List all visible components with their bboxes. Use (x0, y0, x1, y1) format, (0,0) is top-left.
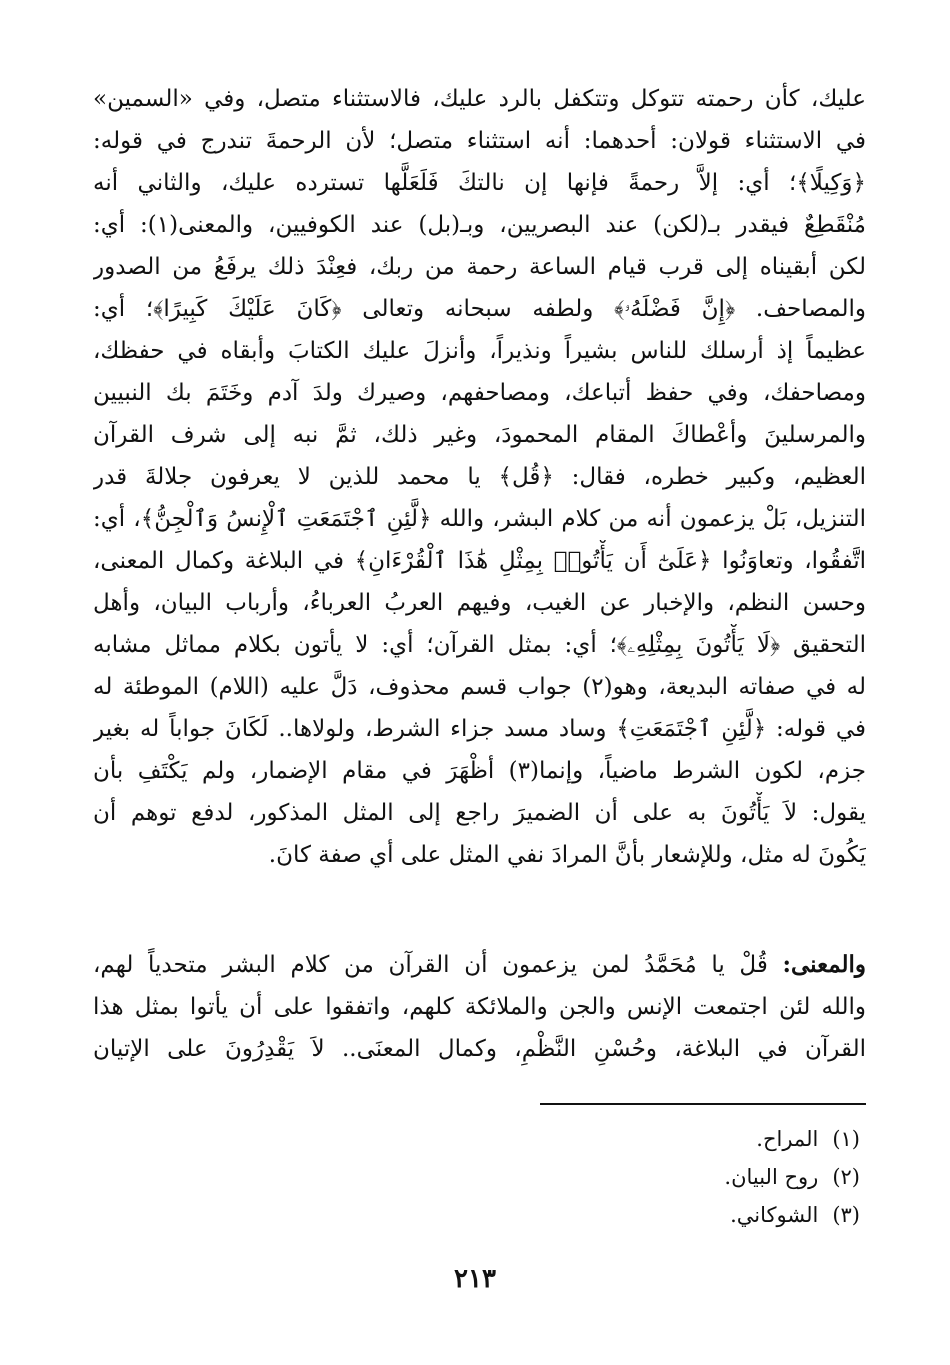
text-line: وحسن النظم، والإخبار عن الغيب، وفيهم العربُ العرباءُ، وأرباب البيان، وأهل (93, 590, 866, 616)
text-line: التحقيق ﴿لَا يَأْتُونَ بِمِثْلِهِۦ﴾؛ أي: بمثل القرآن؛ أي: لا يأتون بكلام مماثل مشابه (93, 632, 866, 658)
footnote-text: الشوكاني. (730, 1203, 819, 1227)
text-line: القرآن في البلاغة، وحُسْنِ النَّظْمِ، وكمال المعنَى.. لاَ يَقْدِرُونَ على الإتيان (93, 1036, 866, 1062)
page-number: ٢١٣ (454, 1264, 496, 1294)
footnote-number: (٢) (832, 1165, 860, 1189)
text-line: يَكُونَ له مثل، وللإشعار بأنَّ المرادَ نفي المثل على أي صفة كانَ. (268, 842, 866, 868)
text-line: عليك، كأن رحمته تتوكل وتتكفل بالرد عليك، فالاستثناء متصل، وفي «السمين» (93, 86, 866, 112)
footnote-text: المراح. (756, 1127, 819, 1151)
footnote-number: (٣) (832, 1203, 860, 1227)
footnote-item (460, 1120, 860, 1158)
text-line (93, 944, 866, 986)
footnotes (460, 1120, 860, 1234)
text-line: والمصاحف. ﴿إِنَّ فَضْلَهُۥ﴾ ولطفه سبحانه وتعالى ﴿كَانَ عَلَيْكَ كَبِيرًا﴾؛ أي: (93, 296, 866, 322)
text-line: في قوله: ﴿لَّئِنِ ٱجْتَمَعَتِ﴾ وساد مسد جزاء الشرط، ولولاها.. لَكَانَ جواباً له بغير (93, 716, 866, 742)
footnote-item (460, 1158, 860, 1196)
text-line: والمرسلينَ وأعْطاكَ المقام المحمودَ، وغير ذلك، ثمَّ نبه إلى شرف القرآن (93, 422, 866, 448)
footnote-divider (540, 1103, 866, 1105)
text-line: عظيماً إذ أرسلك للناس بشيراً ونذيراً، وأنزلَ عليك الكتابَ وأبقاه في حفظك، (93, 338, 866, 364)
text-line: مُنْقَطِعٌ فيقدر بـ(لكن) عند البصريين، وبـ(بل) عند الكوفيين، والمعنى(١): أي: (93, 212, 866, 238)
text-line: يقول: لاَ يَأْتُونَ به على أن الضميرَ راجع إلى المثل المذكور، لدفع توهم أن (93, 800, 866, 826)
footnote-number: (١) (832, 1127, 860, 1151)
text-line: له في صفاته البديعة، وهو(٢) جواب قسم محذوف، دَلَّ عليه (اللام) الموطئة له (93, 674, 866, 700)
text-line: جزم، لكون الشرط ماضياً، وإنما(٣) أظْهَرَ في مقام الإضمار، ولم يَكْتَفِ بأن (93, 758, 866, 784)
text-line: في الاستثناء قولان: أحدهما: أنه استثناء متصل؛ لأن الرحمةَ تندرج في قوله: (93, 128, 866, 154)
text-line: اتَّفقُوا، وتعاوَنُوا ﴿عَلَىٰٓ أَن يَأْتُوا۟ بِمِثْلِ هَٰذَا ٱلْقُرْءَانِ﴾ في البلاغة وكمال المعنى، (93, 548, 866, 574)
main-paragraph (93, 78, 866, 876)
footnote-text: روح البيان. (724, 1165, 819, 1189)
text-line: العظيم، وكبير خطره، فقال: ﴿قُل﴾ يا محمد للذين لا يعرفون جلالةَ قدر (93, 464, 866, 490)
meaning-first-line: قُلْ يا مُحَمَّدُ لمن يزعمون أن القرآن من كلام البشر متحدياً لهم، (93, 952, 783, 978)
text-line: التنزيل، بَلْ يزعمون أنه من كلام البشر، والله ﴿لَّئِنِ ٱجْتَمَعَتِ ٱلْإِنسُ وَٱلْجِنُّ﴾، أي: (93, 506, 866, 532)
meaning-lead: والمعنى: (782, 951, 866, 978)
text-line: ﴿وَكِيلًا﴾؛ أي: إلاَّ رحمةً فإنها إن نالتكَ فَلَعَلَّها تسترده عليك، والثاني أنه (93, 170, 866, 196)
meaning-paragraph (93, 944, 866, 1070)
text-line: والله لئن اجتمعت الإنس والجن والملائكة كلهم، واتفقوا على أن يأتوا بمثل هذا (93, 994, 866, 1020)
text-line: ومصاحفك، وفي حفظ أتباعك، ومصاحفهم، وصيرك ولدَ آدم وخَتَمَ بك النبيين (93, 380, 866, 406)
text-line: لكن أبقيناه إلى قرب قيام الساعة رحمة من ربك، فعِنْدَ ذلك يرفَعُ من الصدور (93, 254, 866, 280)
footnote-item (460, 1196, 860, 1234)
